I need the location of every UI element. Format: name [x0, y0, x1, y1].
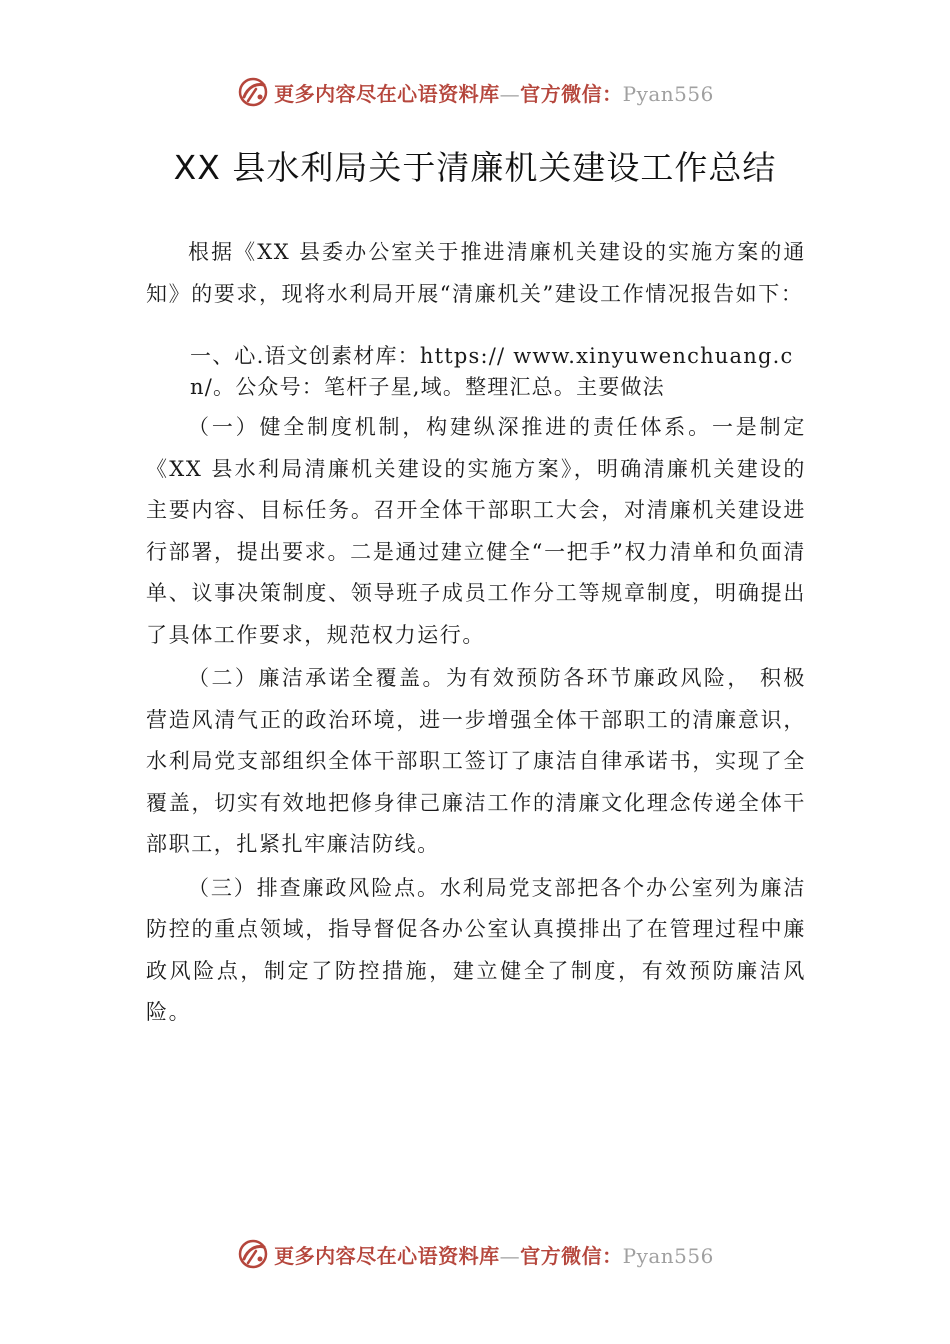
footer-banner [0, 1234, 950, 1274]
banner-dash: — [499, 1243, 521, 1268]
banner-dash: — [499, 81, 521, 106]
banner-text [274, 78, 714, 107]
brand-logo-icon [236, 75, 270, 109]
banner-text [274, 1240, 714, 1269]
banner-main-text: 更多内容尽在心语资料库 [274, 81, 500, 106]
banner-wechat-label: 官方微信： [520, 81, 623, 106]
section-heading: 一、心.语文创素材库：https:// www.xinyuwenchuang.cn/。公众号：笔杆子星,域。整理汇总。主要做法 [190, 344, 794, 399]
body-paragraph-2: （二）廉洁承诺全覆盖。为有效预防各环节廉政风险， 积极营造风清气正的政治环境，进一步增强全体干部职工的清廉意识，水利局党支部组织全体干部职工签订了康洁自律承诺书，实现了全覆盖，切实有效地把修身律己廉洁工作的清廉文化理念传递全体干部职工，扎紧扎牢廉洁防线。 [146, 666, 806, 856]
brand-logo-icon [236, 1237, 270, 1271]
banner-wechat-id: Pyan556 [622, 1243, 714, 1268]
intro-paragraph: 根据《XX 县委办公室关于推进清廉机关建设的实施方案的通知》的要求，现将水利局开展“清廉机关”建设工作情况报告如下： [146, 240, 806, 306]
banner-wechat-label: 官方微信： [520, 1243, 623, 1268]
banner-main-text: 更多内容尽在心语资料库 [274, 1243, 500, 1268]
body-paragraph-1: （一）健全制度机制，构建纵深推进的责任体系。一是制定《XX 县水利局清廉机关建设的实施方案》，明确清廉机关建设的主要内容、目标任务。召开全体干部职工大会，对清廉机关建设进行部署，提出要求。二是通过建立健全“一把手”权力清单和负面清单、议事决策制度、领导班子成员工作分工等规章制度，明确提出了具体工作要求，规范权力运行。 [146, 415, 806, 647]
header-banner [0, 72, 950, 112]
document-title: XX 县水利局关于清廉机关建设工作总结 [173, 148, 777, 187]
body-paragraph-3: （三）排查廉政风险点。水利局党支部把各个办公室列为廉洁防控的重点领域，指导督促各办公室认真摸排出了在管理过程中廉政风险点，制定了防控措施，建立健全了制度，有效预防廉洁风险。 [146, 875, 806, 1024]
banner-wechat-id: Pyan556 [622, 81, 714, 106]
document-body [146, 232, 806, 1034]
